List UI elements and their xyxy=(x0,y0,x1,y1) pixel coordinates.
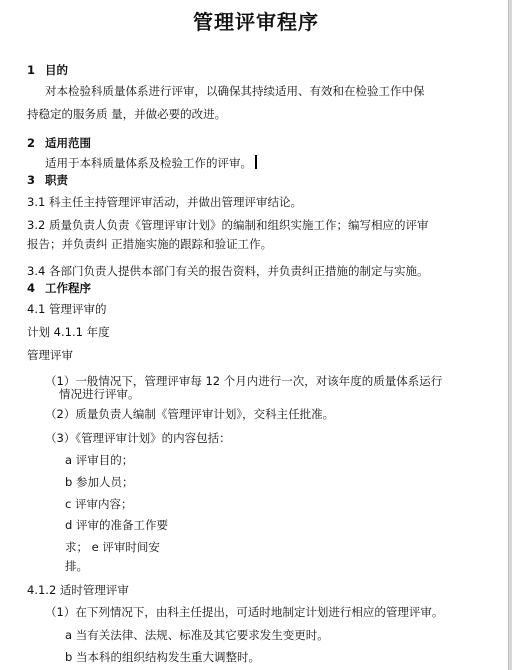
section-2-heading: 适用范围 xyxy=(45,136,91,150)
section-4-number: 4 xyxy=(27,281,36,295)
section-4-1-2-heading: 4.1.2 适时管理评审 xyxy=(27,583,129,597)
section-3-para-2-line-2: 报告；并负责纠 正措施实施的跟踪和验证工作。 xyxy=(27,237,273,251)
section-3-para-1: 3.1 科主任主持管理评审活动，并做出管理评审结论。 xyxy=(27,195,302,209)
section-3-number: 3 xyxy=(27,173,36,187)
section-4-heading: 工作程序 xyxy=(45,281,91,295)
item-3: （3）《管理评审计划》的内容包括： xyxy=(45,431,231,445)
section-1-heading: 目的 xyxy=(45,63,68,77)
sub-item-b: b 参加人员； xyxy=(65,475,134,489)
document-title: 管理评审程序 xyxy=(193,10,319,34)
sub-item-d-line-2: 求； e 评审时间安 xyxy=(65,540,160,554)
item-1-line-2: 情况进行评审。 xyxy=(59,387,140,401)
section-3-heading: 职责 xyxy=(45,173,68,187)
section-4-line-1: 4.1 管理评审的 xyxy=(27,302,107,316)
item-j1: （1）在下列情况下，由科主任提出，可适时地制定计划进行相应的管理评审。 xyxy=(45,605,444,619)
item-2: （2）质量负责人编制《管理评审计划》，交科主任批准。 xyxy=(45,407,335,421)
section-1-line-1: 对本检验科质量体系进行评审，以确保其持续适用、有效和在检验工作中保 xyxy=(45,84,425,98)
section-4-line-3: 管理评审 xyxy=(27,348,73,362)
sub-item-d-line-1: d 评审的准备工作要 xyxy=(65,518,168,532)
sub-item-a: a 评审目的； xyxy=(65,453,134,467)
section-3-para-2-line-1: 3.2 质量负责人负责《管理评审计划》的编制和组织实施工作；编写相应的评审 xyxy=(27,218,429,232)
section-1-number: 1 xyxy=(27,63,36,77)
section-2-number: 2 xyxy=(27,136,36,150)
section-1-line-2: 持稳定的服务质 量，并做必要的改进。 xyxy=(27,107,227,121)
section-3-para-3: 3.4 各部门负责人提供本部门有关的报告资料，并负责纠正措施的制定与实施。 xyxy=(27,264,429,278)
sub-item-jb: b 当本科的组织结构发生重大调整时。 xyxy=(65,650,260,664)
sub-item-ja: a 当有关法律、法规、标准及其它要求发生变更时。 xyxy=(65,628,329,642)
section-4-line-2: 计划 4.1.1 年度 xyxy=(27,325,110,339)
item-1-line-1: （1）一般情况下，管理评审每 12 个月内进行一次，对该年度的质量体系运行 xyxy=(45,374,443,388)
text-cursor xyxy=(255,155,257,169)
sub-item-d-line-3: 排。 xyxy=(65,559,88,573)
sub-item-c: c 评审内容； xyxy=(65,497,133,511)
section-2-line-1: 适用于本科质量体系及检验工作的评审。 xyxy=(45,155,257,170)
